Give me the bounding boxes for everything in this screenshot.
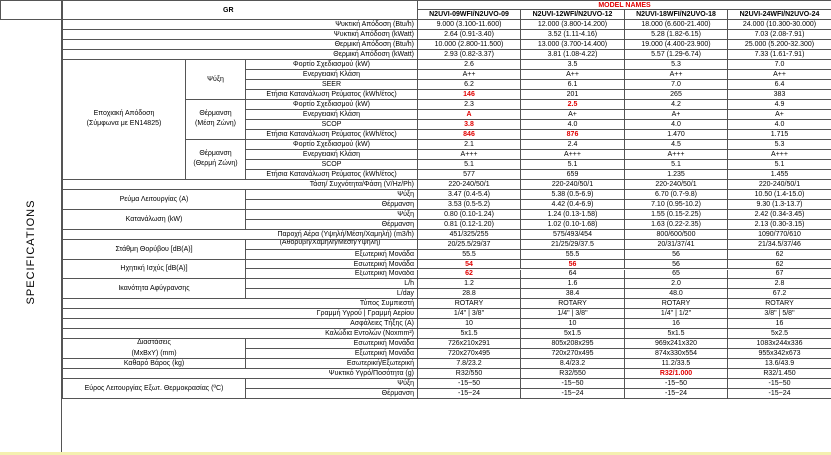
param-label-14: SCOP: [246, 160, 418, 170]
value-r5-m3: A++: [625, 70, 728, 80]
subgroup-label-8-line: (Μέση Ζώνη): [195, 120, 236, 128]
row-label-1: Ψυκτική Απόδοση (kWatt): [62, 30, 418, 40]
value-r13-m2: A+++: [521, 150, 625, 160]
value-r3-m4: 7.33 (1.61-7.91): [728, 50, 831, 60]
value-r37-m4: -15~24: [728, 389, 831, 399]
value-r19-m4: 2.42 (0.34-3.45): [728, 210, 831, 220]
group-label-32-line: (ΜxΒxΥ) (mm): [131, 349, 177, 357]
value-r33-m1: 720x270x495: [418, 349, 521, 359]
param-label-34: Εσωτερική/Εξωτερική: [246, 359, 418, 369]
value-r32-m4: 1083x244x336: [728, 339, 831, 349]
value-r9-m1: A: [418, 110, 521, 120]
param-label-36: Ψύξη: [246, 379, 418, 389]
row-label-16: Τάση/ Συχνότητα/Φάση (V/Hz/Ph): [62, 180, 418, 190]
value-r3-m1: 2.93 (0.82-3.37): [418, 50, 521, 60]
value-r24-m1: 54: [418, 260, 521, 270]
value-r7-m2: 201: [521, 90, 625, 100]
value-r8-m1: 2.3: [418, 100, 521, 110]
value-r27-m1: 28.8: [418, 289, 521, 299]
value-r10-m4: 4.0: [728, 120, 831, 130]
value-r25-m2: 64: [521, 270, 625, 280]
value-r29-m4: 3/8" | 5/8": [728, 309, 831, 319]
value-r27-m4: 67.2: [728, 289, 831, 299]
group-label-32-line: Διαστάσεις: [137, 339, 171, 347]
value-r8-m3: 4.2: [625, 100, 728, 110]
value-r26-m2: 1.6: [521, 279, 625, 289]
subgroup-label-12: [186, 140, 246, 180]
value-r7-m4: 383: [728, 90, 831, 100]
param-label-32: Εσωτερική Μονάδα: [246, 339, 418, 349]
subgroup-label-4: Ψύξη: [186, 60, 246, 100]
value-r9-m3: A+: [625, 110, 728, 120]
value-r4-m2: 3.5: [521, 60, 625, 70]
value-r26-m4: 2.8: [728, 279, 831, 289]
param-label-37: Θέρμανση: [246, 389, 418, 399]
value-r6-m1: 6.2: [418, 80, 521, 90]
value-r11-m3: 1.470: [625, 130, 728, 140]
value-r16-m1: 220-240/50/1: [418, 180, 521, 190]
param-label-27: L/day: [246, 289, 418, 299]
param-label-9: Ενεργειακή Κλάση: [246, 110, 418, 120]
value-r2-m4: 25.000 (5.200-32.300): [728, 40, 831, 50]
value-r28-m2: ROTARY: [521, 299, 625, 309]
model-name-4: N2UVI-24WFI/N2UVO-24: [728, 10, 831, 20]
param-label-25: Εξωτερική Μονάδα: [246, 270, 418, 280]
value-r14-m3: 5.1: [625, 160, 728, 170]
value-r1-m4: 7.03 (2.08-7.91): [728, 30, 831, 40]
value-r2-m2: 13.000 (3.700-14.400): [521, 40, 625, 50]
value-r24-m4: 62: [728, 260, 831, 270]
value-r21-m4: 1090/770/610: [728, 230, 831, 240]
value-r23-m3: 56: [625, 250, 728, 260]
value-r8-m2: 2.5: [521, 100, 625, 110]
group-label-4-line: (Σύμφωνα με EN14825): [86, 120, 162, 128]
param-label-23: Εξωτερική Μονάδα: [246, 250, 418, 260]
value-r7-m1: 146: [418, 90, 521, 100]
param-label-26: L/h: [246, 279, 418, 289]
value-r1-m2: 3.52 (1.11-4.16): [521, 30, 625, 40]
param-label-33: Εξωτερική Μονάδα: [246, 349, 418, 359]
value-r31-m4: 5x2.5: [728, 329, 831, 339]
value-r28-m1: ROTARY: [418, 299, 521, 309]
model-name-2: N2UVI-12WFI/N2UVO-12: [521, 10, 625, 20]
group-label-36: Εύρος Λειτουργίας Εξωτ. Θερμοκρασίας (ºC): [62, 379, 246, 399]
value-r18-m3: 7.10 (0.95-10.2): [625, 200, 728, 210]
value-r1-m3: 5.28 (1.82-6.15): [625, 30, 728, 40]
value-r22-m4: 21/34.5/37/46: [728, 240, 831, 250]
value-r27-m2: 38.4: [521, 289, 625, 299]
value-r32-m2: 805x208x295: [521, 339, 625, 349]
value-r36-m2: -15~50: [521, 379, 625, 389]
value-r29-m2: 1/4" | 3/8": [521, 309, 625, 319]
value-r20-m1: 0.81 (0.12-1.20): [418, 220, 521, 230]
value-r25-m1: 62: [418, 270, 521, 280]
value-r37-m3: -15~24: [625, 389, 728, 399]
group-label-17: Ρεύμα Λειτουργίας (A): [62, 190, 246, 210]
group-label-24: Ηχητική Ισχύς [dB(A)]: [62, 260, 246, 280]
value-r20-m3: 1.63 (0.22-2.35): [625, 220, 728, 230]
value-r15-m1: 577: [418, 170, 521, 180]
param-label-22: [246, 240, 418, 250]
param-label-8: Φορτίο Σχεδιασμού (kW): [246, 100, 418, 110]
value-r16-m4: 220-240/50/1: [728, 180, 831, 190]
value-r33-m4: 955x342x673: [728, 349, 831, 359]
value-r14-m2: 5.1: [521, 160, 625, 170]
subgroup-label-8: [186, 100, 246, 140]
value-r34-m2: 8.4/23.2: [521, 359, 625, 369]
value-r28-m3: ROTARY: [625, 299, 728, 309]
value-r10-m2: 4.0: [521, 120, 625, 130]
value-r21-m3: 800/600/500: [625, 230, 728, 240]
model-names-label: MODEL NAMES: [418, 0, 831, 10]
value-r25-m4: 67: [728, 270, 831, 280]
value-r2-m1: 10.000 (2.800-11.500): [418, 40, 521, 50]
row-label-28: Τύπος Συμπιεστή: [62, 299, 418, 309]
value-r4-m4: 7.0: [728, 60, 831, 70]
side-label: [0, 20, 62, 455]
value-r16-m2: 220-240/50/1: [521, 180, 625, 190]
subgroup-label-12-line: (Θερμή Ζώνη): [193, 160, 238, 168]
param-label-7: Ετήσια Κατανάλωση Ρεύματος (kWh/έτος): [246, 90, 418, 100]
value-r26-m3: 2.0: [625, 279, 728, 289]
value-r0-m3: 18.000 (6.600-21.400): [625, 20, 728, 30]
value-r18-m1: 3.53 (0.5-5.2): [418, 200, 521, 210]
value-r10-m1: 3.8: [418, 120, 521, 130]
value-r36-m1: -15~50: [418, 379, 521, 389]
value-r12-m2: 2.4: [521, 140, 625, 150]
row-label-29: Γραμμή Υγρού | Γραμμή Αερίου: [62, 309, 418, 319]
row-label-0: Ψυκτική Απόδοση (Btu/h): [62, 20, 418, 30]
param-label-6: SEER: [246, 80, 418, 90]
value-r4-m3: 5.3: [625, 60, 728, 70]
value-r27-m3: 48.0: [625, 289, 728, 299]
value-r17-m4: 10.50 (1.4-15.0): [728, 190, 831, 200]
value-r35-m4: R32/1.450: [728, 369, 831, 379]
value-r13-m3: A+++: [625, 150, 728, 160]
value-r9-m4: A+: [728, 110, 831, 120]
value-r20-m2: 1.02 (0.10-1.68): [521, 220, 625, 230]
model-name-1: N2UVI-09WFI/N2UVO-09: [418, 10, 521, 20]
value-r18-m4: 9.30 (1.3-13.7): [728, 200, 831, 210]
param-label-11: Ετήσια Κατανάλωση Ρεύματος (kWh/έτος): [246, 130, 418, 140]
value-r5-m4: A++: [728, 70, 831, 80]
model-name-3: N2UVI-18WFI/N2UVO-18: [625, 10, 728, 20]
subgroup-label-8-line: Θέρμανση: [199, 109, 232, 117]
value-r15-m4: 1.455: [728, 170, 831, 180]
value-r24-m3: 56: [625, 260, 728, 270]
value-r29-m3: 1/4" | 1/2": [625, 309, 728, 319]
value-r0-m4: 24.000 (10.300-30.000): [728, 20, 831, 30]
value-r11-m2: 876: [521, 130, 625, 140]
value-r4-m1: 2.6: [418, 60, 521, 70]
value-r19-m3: 1.55 (0.15-2.25): [625, 210, 728, 220]
value-r31-m3: 5x1.5: [625, 329, 728, 339]
value-r15-m2: 659: [521, 170, 625, 180]
value-r13-m4: A+++: [728, 150, 831, 160]
value-r1-m1: 2.64 (0.91-3.40): [418, 30, 521, 40]
row-label-21: Παροχή Αέρα (Υψηλή/Μέση/Χαμηλή) (m3/h): [62, 230, 418, 240]
value-r12-m4: 5.3: [728, 140, 831, 150]
value-r37-m1: -15~24: [418, 389, 521, 399]
value-r6-m4: 6.4: [728, 80, 831, 90]
param-label-4: Φορτίο Σχεδιασμού (kW): [246, 60, 418, 70]
param-label-24: Εσωτερική Μονάδα: [246, 260, 418, 270]
row-label-35: Ψυκτικό Υγρό/Ποσότητα (g): [62, 369, 418, 379]
value-r22-m3: 20/31/37/41: [625, 240, 728, 250]
value-r31-m2: 5x1.5: [521, 329, 625, 339]
param-label-17: Ψύξη: [246, 190, 418, 200]
value-r14-m4: 5.1: [728, 160, 831, 170]
value-r25-m3: 65: [625, 270, 728, 280]
value-r6-m2: 6.1: [521, 80, 625, 90]
value-r12-m3: 4.5: [625, 140, 728, 150]
row-label-3: Θερμική Απόδοση (kWatt): [62, 50, 418, 60]
param-label-12: Φορτίο Σχεδιασμού (kW): [246, 140, 418, 150]
value-r15-m3: 1.235: [625, 170, 728, 180]
value-r17-m1: 3.47 (0.4-5.4): [418, 190, 521, 200]
value-r36-m4: -15~50: [728, 379, 831, 389]
value-r7-m3: 265: [625, 90, 728, 100]
group-label-19: Κατανάλωση (kW): [62, 210, 246, 230]
param-label-10: SCOP: [246, 120, 418, 130]
value-r23-m1: 55.5: [418, 250, 521, 260]
region-label: GR: [62, 0, 418, 20]
value-r36-m3: -15~50: [625, 379, 728, 389]
value-r6-m3: 7.0: [625, 80, 728, 90]
value-r3-m3: 5.57 (1.29-6.74): [625, 50, 728, 60]
subgroup-label-12-line: Θέρμανση: [199, 149, 232, 157]
value-r5-m1: A++: [418, 70, 521, 80]
value-r33-m2: 720x270x495: [521, 349, 625, 359]
value-r30-m3: 16: [625, 319, 728, 329]
value-r34-m4: 13.6/43.9: [728, 359, 831, 369]
value-r28-m4: ROTARY: [728, 299, 831, 309]
value-r2-m3: 19.000 (4.400-23.900): [625, 40, 728, 50]
value-r33-m3: 874x330x554: [625, 349, 728, 359]
value-r23-m4: 62: [728, 250, 831, 260]
value-r10-m3: 4.0: [625, 120, 728, 130]
value-r19-m2: 1.24 (0.13-1.58): [521, 210, 625, 220]
value-r32-m3: 969x241x320: [625, 339, 728, 349]
group-label-26: Ικανότητα Αφύγρανσης: [62, 279, 246, 299]
param-label-13: Ενεργειακή Κλάση: [246, 150, 418, 160]
param-label-20: Θέρμανση: [246, 220, 418, 230]
value-r35-m1: R32/550: [418, 369, 521, 379]
row-label-31: Καλώδια Εντολών (Noxmm²): [62, 329, 418, 339]
value-r30-m1: 10: [418, 319, 521, 329]
value-r32-m1: 726x210x291: [418, 339, 521, 349]
value-r3-m2: 3.81 (1.08-4.22): [521, 50, 625, 60]
value-r0-m2: 12.000 (3.800-14.200): [521, 20, 625, 30]
value-r16-m3: 220-240/50/1: [625, 180, 728, 190]
corner-blank: [0, 0, 62, 20]
param-label-18: Θέρμανση: [246, 200, 418, 210]
value-r5-m2: A++: [521, 70, 625, 80]
value-r21-m2: 575/493/454: [521, 230, 625, 240]
value-r24-m2: 56: [521, 260, 625, 270]
value-r12-m1: 2.1: [418, 140, 521, 150]
value-r17-m3: 6.70 (0.7-9.8): [625, 190, 728, 200]
group-label-4-line: Εποχιακή Απόδοση: [93, 109, 155, 117]
value-r13-m1: A+++: [418, 150, 521, 160]
value-r19-m1: 0.80 (0.10-1.24): [418, 210, 521, 220]
param-label-15: Ετήσια Κατανάλωση Ρεύματος (kWh/έτος): [246, 170, 418, 180]
group-label-22: Στάθμη Θορύβου [dB(A)]: [62, 240, 246, 260]
value-r30-m4: 16: [728, 319, 831, 329]
specifications-vertical-label: SPECIFICATIONS: [25, 199, 37, 305]
value-r20-m4: 2.13 (0.30-3.15): [728, 220, 831, 230]
value-r31-m1: 5x1.5: [418, 329, 521, 339]
value-r11-m1: 846: [418, 130, 521, 140]
value-r22-m1: 20/25.5/29/37: [418, 240, 521, 250]
value-r35-m2: R32/550: [521, 369, 625, 379]
value-r14-m1: 5.1: [418, 160, 521, 170]
param-label-19: Ψύξη: [246, 210, 418, 220]
value-r26-m1: 1.2: [418, 279, 521, 289]
param-label-22-line: (Αθόρυβη/Χαμηλή/Μέση/Υψηλή): [279, 239, 381, 247]
value-r30-m2: 10: [521, 319, 625, 329]
value-r8-m4: 4.9: [728, 100, 831, 110]
value-r29-m1: 1/4" | 3/8": [418, 309, 521, 319]
value-r21-m1: 451/325/255: [418, 230, 521, 240]
group-label-32: [62, 339, 246, 359]
value-r34-m3: 11.2/33.5: [625, 359, 728, 369]
value-r23-m2: 55.5: [521, 250, 625, 260]
value-r0-m1: 9.000 (3.100-11.600): [418, 20, 521, 30]
group-label-34: Καθαρό Βάρος (kg): [62, 359, 246, 369]
param-label-5: Ενεργειακή Κλάση: [246, 70, 418, 80]
value-r11-m4: 1.715: [728, 130, 831, 140]
value-r9-m2: A+: [521, 110, 625, 120]
value-r35-m3: R32/1.000: [625, 369, 728, 379]
value-r37-m2: -15~24: [521, 389, 625, 399]
value-r17-m2: 5.38 (0.5-6.9): [521, 190, 625, 200]
value-r18-m2: 4.42 (0.4-6.9): [521, 200, 625, 210]
row-label-30: Ασφάλειες Τήξης (A): [62, 319, 418, 329]
group-label-4: [62, 60, 186, 180]
value-r22-m2: 21/25/29/37.5: [521, 240, 625, 250]
value-r34-m1: 7.8/23.2: [418, 359, 521, 369]
row-label-2: Θερμική Απόδοση (Btu/h): [62, 40, 418, 50]
